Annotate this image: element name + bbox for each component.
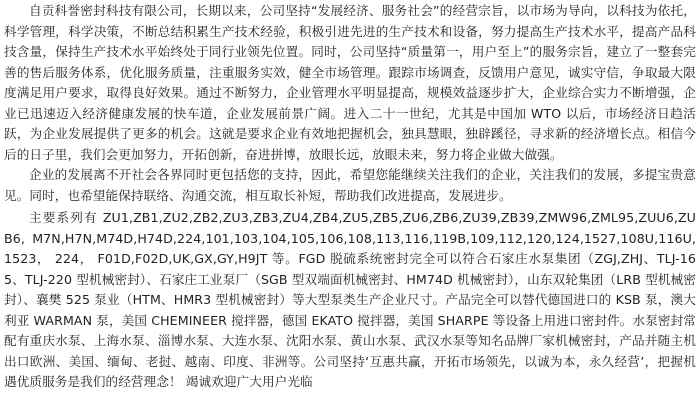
paragraph-product-series: 主要系列有 ZU1,ZB1,ZU2,ZB2,ZU3,ZB3,ZU4,ZB4,ZU5,ZB5,ZU6,ZB6,ZU39,ZB39,ZMW96,ZML95,ZUU6,ZUB6, M7N,H7N,M74D,H74D,224,101,103,104,105,106,108,113,116,119B,109,112,120,124,1527,108U,116U,1523， 224， F01D,F02D,UK,GX,GY,H9JT 等。FGD 脱硫系统密封完全可以符合石家庄水泵集团（ZGJ,ZHJ、TLJ-165、TLJ-220 型机械密封）、石家庄工业泵厂（SGB 型双端面机械密封、HM74D 机械密封），山东双轮集团（LRB 型机械密封）、襄樊 525 泵业（HTM、HMR3 型机械密封）等大型泵类生产企业尺寸。产品完全可以替代德国进口的 KSB 泵，澳大利亚 WARMAN 泵，美国 CHEMINEER 搅拌器，德国 EKATO 搅拌器，美国 SHARPE 等设备上用进口密封件。水泵密封常配有重庆水泵、上海水泵、淄博水泵、大连水泵、沈阳水泵、黄山水泵、武汉水泵等知名品牌厂家机械密封，产品并随主机出口欧洲、美国、缅甸、老挝、越南、印度、非洲等。公司坚持‘互惠共赢，开拓市场领先，以诚为本，永久经营’，把握机遇优质服务是我们的经营理念！ 竭诚欢迎广大用户光临 — [4, 210, 696, 389]
paragraph-company-intro: 自贡科誉密封科技有限公司，长期以来，公司坚持“发展经济、服务社会”的经营宗旨，以市场为导向，以科技为依托，科学管理，科学决策，不断总结积累生产技术经验，积极引进先进的生产技术和设备，努力提高生产技术水平，提高产品科技含量，保持生产技术水平始终处于同行业领先位置。同时，公司坚持“质量第一，用户至上”的服务宗旨，建立了一整套完善的售后服务体系，优化服务质量，注重服务实效，健全市场管理。跟踪市场调查，反馈用户意见，诚实守信，争取最大限度满足用户要求，取得良好效果。通过不断努力，企业管理水平明显提高，规模效益逐步扩大，企业综合实力不断增强，企业已迅速迈入经济健康发展的快车道，企业发展前景广阔。进入二十一世纪，尤其是中国加 WTO 以后，市场经济日趋活跃，为企业发展提供了更多的机会。这就是要求企业有效地把握机会，独具慧眼，独辟蹊径，寻求新的经济增长点。相信今后的日子里，我们会更加努力，开拓创新，奋进拼博，放眼长远，放眼未来，努力将企业做大做强。 — [4, 3, 696, 162]
paragraph-support-request: 企业的发展离不开社会各界同时更包括您的支持，因此，希望您能继续关注我们的企业，关注我们的发展，多提宝贵意见。同时，也希望能保持联络、沟通交流，相互取长补短，帮助我们改进提高，发展进步。 — [4, 167, 696, 203]
